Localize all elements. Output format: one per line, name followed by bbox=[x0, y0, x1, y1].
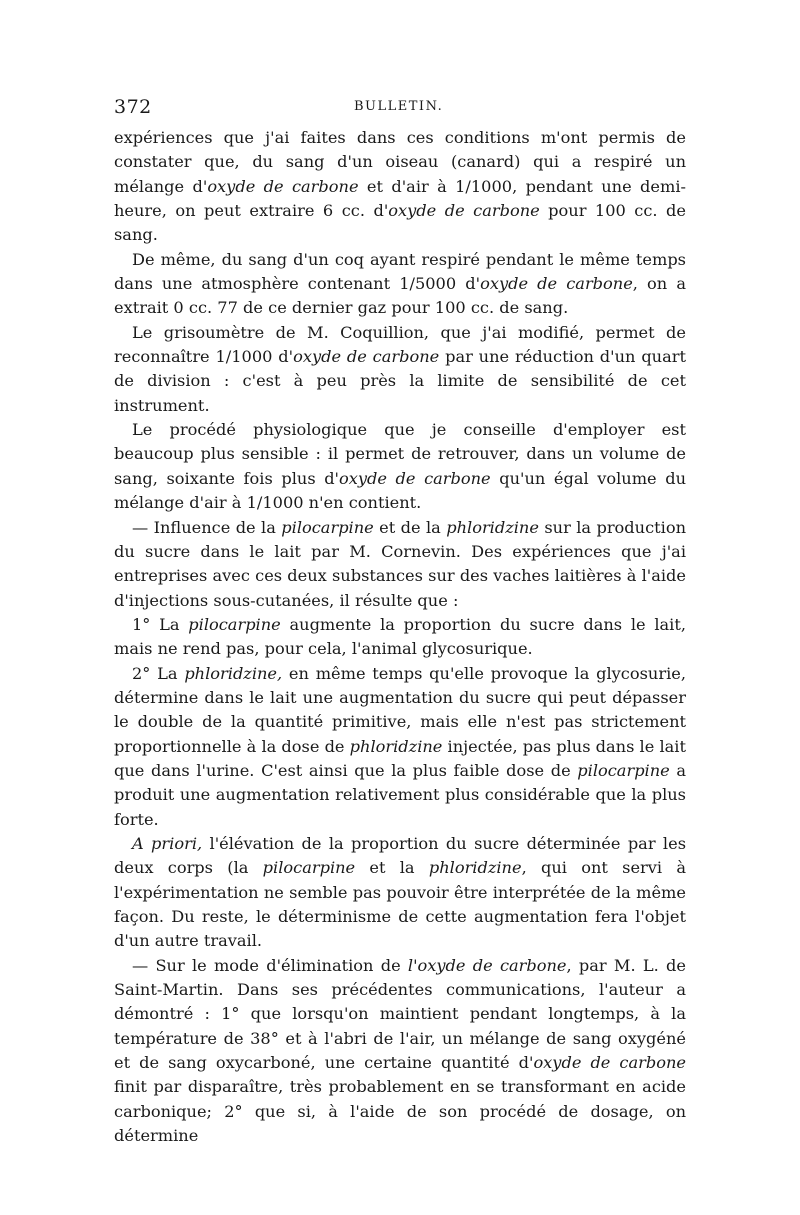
text-run: pour 100 cc. de sang. bbox=[114, 201, 686, 245]
italic-text-run: oxyde de carbone bbox=[480, 274, 633, 294]
body-text bbox=[114, 126, 686, 1148]
text-run: injectée, pas plus dans le lait que dans l'urine. C'est ainsi que la plus faible dose de bbox=[114, 736, 686, 780]
text-run: et la bbox=[355, 858, 429, 878]
text-run: 1° La bbox=[132, 614, 189, 634]
italic-text-run: pilocarpine bbox=[577, 760, 670, 780]
text-run: — Influence de la bbox=[132, 517, 282, 537]
italic-text-run: phloridzine bbox=[446, 517, 539, 537]
text-run: et d'air à 1/1000, pendant une demi-heure, on peut extraire 6 cc. d' bbox=[114, 176, 686, 221]
text-run: augmente la proportion du sucre dans le lait, mais ne rend pas, pour cela, l'animal glycosurique. bbox=[114, 614, 686, 659]
italic-text-run: oxyde de carbone bbox=[293, 347, 440, 367]
page-number: 372 bbox=[114, 96, 152, 118]
paragraph bbox=[114, 662, 686, 832]
text-run: expériences que j'ai faites dans ces conditions m'ont permis de constater que, du sang d'un oiseau (canard) qui a respiré un mélange d' bbox=[114, 128, 686, 196]
paragraph bbox=[114, 248, 686, 321]
text-run: et de la bbox=[373, 517, 447, 537]
italic-text-run: pilocarpine bbox=[262, 858, 356, 878]
text-run: , par M. L. de Saint-Martin. Dans ses précédentes communications, l'auteur a démontré : 1° que lorsqu'on maintient pendant longtemps, à la température de 38° et à l'abri de l'air, un mélange de sang oxygéné et de sang oxycarboné, une certaine quantité d' bbox=[114, 955, 686, 1073]
text-run: Le procédé physiologique que je conseille d'employer est beaucoup plus sensible : il permet de retrouver, dans un volume de sang, soixante fois plus d' bbox=[114, 420, 686, 488]
paragraph bbox=[114, 321, 686, 418]
paragraph bbox=[114, 516, 686, 613]
italic-text-run: oxyde de carbone bbox=[207, 176, 359, 196]
page-header bbox=[114, 96, 686, 126]
text-run: en même temps qu'elle provoque la glycosurie, détermine dans le lait une augmentation du sucre qui peut dépasser le double de la quantité primitive, mais elle n'est pas strictement proportionnelle à la dose de bbox=[114, 663, 686, 756]
paragraph bbox=[114, 832, 686, 954]
italic-text-run: phloridzine bbox=[349, 736, 443, 756]
text-run: De même, du sang d'un coq ayant respiré pendant le même temps dans une atmosphère contenant 1/5000 d' bbox=[114, 249, 686, 294]
text-run: l'élévation de la proportion du sucre déterminée par les deux corps (la bbox=[114, 833, 687, 878]
italic-text-run: A priori, bbox=[132, 833, 203, 853]
italic-text-run: oxyde de carbone bbox=[388, 201, 540, 221]
italic-text-run: pilocarpine bbox=[188, 614, 281, 634]
text-run: par une réduction d'un quart de division : c'est à peu près la limite de sensibilité de cet instrument. bbox=[114, 347, 686, 415]
italic-text-run: oxyde de carbone bbox=[533, 1053, 687, 1073]
running-title: BULLETIN. bbox=[354, 99, 444, 114]
text-run: 2° La bbox=[132, 663, 185, 683]
text-run: , on a extrait 0 cc. 77 de ce dernier gaz pour 100 cc. de sang. bbox=[114, 274, 686, 318]
text-run: — Sur le mode d'élimination de bbox=[132, 955, 408, 975]
text-run: sur la production du sucre dans le lait par M. Cornevin. Des expériences que j'ai entreprises avec ces deux substances sur des vaches laitières à l'aide d'injections sous-cutanées, il résulte que : bbox=[114, 517, 687, 610]
text-run: Le grisoumètre de M. Coquillion, que j'ai modifié, permet de reconnaître 1/1000 d' bbox=[114, 322, 686, 367]
italic-text-run: phloridzine, bbox=[184, 663, 283, 683]
paragraph bbox=[114, 613, 686, 662]
italic-text-run: phloridzine bbox=[428, 858, 522, 878]
text-run: qu'un égal volume du mélange d'air à 1/1000 n'en contient. bbox=[114, 468, 686, 513]
paragraph bbox=[114, 418, 686, 515]
text-run: a produit une augmentation relativement plus considérable que la plus forte. bbox=[114, 760, 687, 829]
text-run: , qui ont servi à l'expérimentation ne semble pas pouvoir être interprétée de la même façon. Du reste, le déterminisme de cette augmentation fera l'objet d'un autre travail. bbox=[114, 858, 687, 951]
paragraph bbox=[114, 126, 686, 248]
italic-text-run: pilocarpine bbox=[281, 517, 374, 537]
paragraph bbox=[114, 954, 686, 1149]
document-page bbox=[114, 96, 686, 1148]
italic-text-run: oxyde de carbone bbox=[339, 468, 491, 488]
text-run: finit par disparaître, très probablement en se transformant en acide carbonique; 2° que si, à l'aide de son procédé de dosage, on détermine bbox=[114, 1077, 686, 1146]
italic-text-run: l'oxyde de carbone bbox=[407, 955, 567, 975]
